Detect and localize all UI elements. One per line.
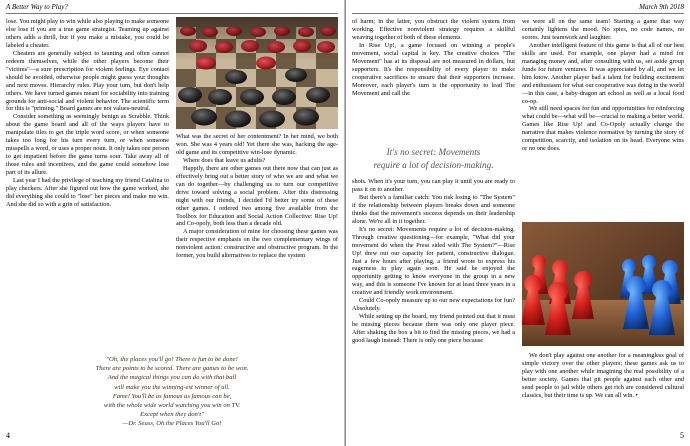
paragraph: A major consideration of mine for choosing these games was their respective emphasis on the two complementary wings of nonviolent action: constructive and obstructive program. In the former, you build alternatives to replace the system [176,228,338,260]
pull-quote [352,146,515,171]
paragraph: Cheaters are generally subject to taunting and often cannot redeem themselves, while the other players become their "victims"—a sure prescription for violent feelings. Eye contact should be avoided, otherwise people might guess your thoughts and next moves. Hierarchy rules. Play your turn, but don't help others. We have turned games meant for sociability into training grounds for anti-social and violent behavior. The scientific term for this is "priming." Board games are not values-neutral. [6,49,169,113]
pull-quote-line: require a lot of decision-making. [373,159,494,170]
paragraph: shots. When it's your turn, you can play it until you are ready to pass it on to another. [352,178,515,193]
header-rule [6,13,338,14]
quote-line: And the magical things you can do with that ball [107,374,237,382]
checkers-photo [176,17,338,129]
right-column-2-bottom [522,352,684,400]
paragraph: While setting up the board, my friend pointed out that it must be missing pieces because there was only one player piece. After shaking the box a bit to find the missing pieces, we had a good laugh instead: There is only one piece because [352,313,515,345]
right-column-1-top [352,18,515,98]
paragraph: We don't play against one another for a meaningless goal of simple victory over the other players; these games ask us to play with one another while imagining the real possibility of a better society. Games that pit people against each other and send people to jail while others get rich are considered cultural classics, but their time is up. We can all win. • [522,352,684,399]
quote-line: will make you the winning-est winner of all. [114,383,230,391]
page-number: 4 [6,431,10,440]
left-column-2 [176,133,338,260]
quote-line: "Oh, the places you'll go! There is fun to be done! [106,356,238,363]
paragraph: Another intelligent feature of this game is that all of our best skills are used. For example, one player had a mind for managing money and, after consulting with us, set aside group funds for future ventures. It was appreciated by all, and we let him know. Another player had a talent for building excitement and enthusiasm for what our cooperative was doing in the world—in this case, a baby-dragon art school as well as a local food co-op. [522,41,684,105]
left-column-1 [6,18,169,209]
seuss-quote [40,355,304,429]
quote-line: Except when they don't" [140,411,204,419]
paragraph: we were all on the same team! Starting a game that way certainly lightens the mood. No spies, no code names, no scores. Just teamwork and laughter. [522,18,684,41]
right-page [346,0,690,446]
right-column-2-top [522,18,684,153]
paragraph: We still need spaces for fun and opportunities for reinforcing what could be—what will be—crucial to making a better world. Games like Rise Up! and Co-Opoly actually change the narrative that makes violence normative by turning the story of competition, scarcity, and isolation on its head. Everyone wins or no one does. [522,105,684,153]
issue-date: March 9th 2018 [639,3,684,11]
right-column-1-bottom [352,178,515,345]
pull-quote-line: It's no secret: Movements [386,147,481,157]
paragraph: Where does that leave us adults? [183,156,266,164]
paragraph: of harm; in the latter, you obstruct the violent system from working. Effective nonviolent strategy requires a skillful weaving together of both of these elements. [352,18,515,41]
quote-attribution: —Dr. Seuss, Oh the Places You'll Go! [122,420,222,428]
running-title: A Better Way to Play? [6,3,68,11]
quote-line: Fame! You'll be as famous as famous can be, [112,392,232,400]
quote-line: There are points to be scored. There are games to be won. [95,365,249,373]
pawns-photo [522,222,684,346]
paragraph: Could Co-opoly measure up to our new expectations for fun? Absolutely. [352,297,515,313]
paragraph: Last year I had the privilege of teaching my friend Catalina to play checkers. After she figured out how the game worked, she did everything she could to "lose" her pieces and make me win. And she did so with a grin of satisfaction. [6,177,169,208]
paragraph: Happily, there are other games out there now that can just as effectively bring out a better story of who we are and what we can do together—by challenging us to turn our competitive drive toward solving a social problem. After this distressing night with our friends, I decided I'd better try some of these other games. I ordered two among five available from the Toolbox for Education and Social Action Collective: Rise Up! and Co-opoly, both less than a decade old. [176,164,338,228]
paragraph: It's no secret: Movements require a lot of decision-making. Through creative questioning—for example, "What did your movement do when the Press sided with The System?"—Rise Up! drew out our capacity for patient, constructive dialogue. Just a few hours after playing, a friend wrote to express his eagerness to play again soon. He said he enjoyed the opportunity getting to know everyone in the group in a new way, and this is someone I've known for at least three years in a creative and friendly work environment. [352,225,515,297]
page-number: 5 [680,431,684,440]
paragraph: Consider something as seemingly benign as Scrabble. Think about the game board and all of the ways players have to manipulate tiles to get the triple word score, or when someone takes too long for his turn every turn, or when someone misspells a word, or uses a proper noun. It only takes one person to get impatient before the game turns sour. Take away all of those rules and incentives, and the game could somehow lose part of its allure. [6,113,169,177]
paragraph: lose. You might play to win while also playing to make someone else lose if you are a true game strategist. Teaming up against others adds a thrill, but if you make a mistake, you could be labeled a cheater. [6,18,169,49]
paragraph: In Rise Up!, a game focused on winning a people's movement, social capital is key. The creative choices "The Movement" has at its disposal are not measured in dollars, but supporters. It's the responsibility of every player to make cooperative sacrifices to ensure that their supporters increase. Moreover, each player's turn is the opportunity to lead The Movement and call the [352,41,515,97]
paragraph: But there's a familiar catch: You risk losing to "The System" if the relationship between players breaks down and someone thinks that the movement's success depends on their leadership alone. We're all in it together. [352,193,515,225]
paragraph: What was the secret of her contentment? In her mind, we both won. She was 4 years old! Yet there she was, hacking the age-old game and its competitive win-lose dynamic. [176,133,338,156]
header-rule [352,13,684,14]
quote-line: with the whole wide world watching you win on TV. [103,402,241,410]
